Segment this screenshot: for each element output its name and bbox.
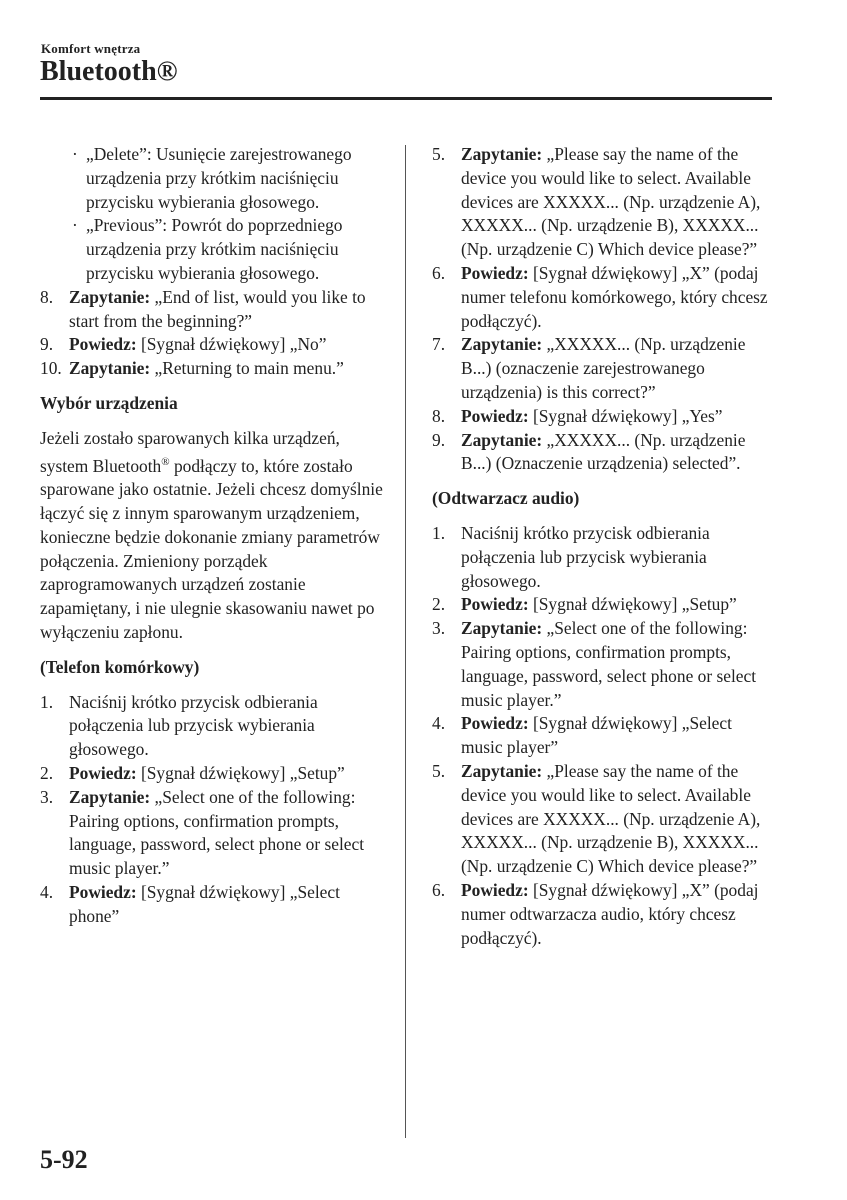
bullet-item [40,143,390,214]
step-body: [Sygnał dźwiękowy] „X” (podaj numer odtwarzacza audio, który chcesz podłączyć). [461,879,759,948]
step-label: Zapytanie: [461,760,543,781]
bullet-text: „Delete”: Usunięcie zarejestrowanego urządzenia przy krótkim naciśnięciu przycisku wybierania głosowego. [86,144,352,212]
step-label: Powiedz: [461,594,529,615]
step-text [461,143,777,262]
bullet-dot: · [72,144,78,164]
step-number: 1. [432,522,446,543]
step-number: 8. [432,405,446,426]
step-number: 4. [40,881,54,902]
step-body: [Sygnał dźwiękowy] „X” (podaj numer telefonu komórkowego, który chcesz podłączyć). [461,262,768,331]
step-label: Zapytanie: [69,786,151,807]
step-label: Powiedz: [461,879,529,900]
step-body: „XXXXX... (Np. urządzenie B...) (Oznaczenie urządzenia) selected”. [461,429,746,474]
step-label: Zapytanie: [461,144,543,164]
list-item [432,429,777,477]
right-column [432,143,777,950]
list-item [40,286,390,334]
subheading-phone: (Telefon komórkowy) [40,656,200,677]
step-number: 5. [432,760,446,781]
step-text [461,333,777,404]
step-text [461,522,777,593]
step-text [69,357,390,381]
step-number: 4. [432,713,446,734]
list-item [432,879,777,950]
step-label: Powiedz: [461,262,529,283]
list-item [432,262,777,333]
step-label: Powiedz: [461,405,529,426]
step-text [69,691,390,762]
step-text [461,760,777,879]
step-number: 9. [40,334,54,355]
step-body: [Sygnał dźwiękowy] „No” [136,334,327,355]
step-number: 6. [432,262,446,283]
step-body: [Sygnał dźwiękowy] „Yes” [528,405,723,426]
list-item [40,691,390,762]
step-body: „End of list, would you like to start from the beginning?” [69,286,366,331]
paragraph-end: podłączy to, które zostało sparowane jako ostatnie. Jeżeli chcesz domyślnie łączyć się z innym sparowanym urządzeniem, konieczne będzie dokonanie zmiany parametrów połączenia. Zmieniony porządek zaprogramowanych urządzeń zostanie zapamiętany, i nie ulegnie skasowaniu nawet po wyłączeniu zapłonu. [40,455,383,642]
step-text [461,262,777,333]
step-number: 2. [432,594,446,615]
step-text [69,762,390,786]
step-label: Zapytanie: [69,358,151,379]
step-text [69,286,390,334]
step-text [69,333,390,357]
bullet-text: „Previous”: Powrót do poprzedniego urządzenia przy krótkim naciśnięciu przycisku wybierania głosowego. [86,215,343,283]
list-item [40,881,390,929]
list-item [432,593,777,617]
step-number: 8. [40,286,54,307]
step-number: 5. [432,144,446,164]
step-label: Powiedz: [69,762,137,783]
list-item [40,333,390,357]
step-text [69,786,390,881]
step-number: 9. [432,429,446,450]
registered-mark: ® [161,455,170,468]
list-item [432,617,777,712]
step-label: Zapytanie: [461,334,543,355]
step-body: Naciśnij krótko przycisk odbierania połączenia lub przycisk wybierania głosowego. [69,691,318,760]
header-rule [40,97,772,100]
step-text [461,617,777,712]
step-body: Naciśnij krótko przycisk odbierania połączenia lub przycisk wybierania głosowego. [461,522,710,591]
step-number: 3. [432,618,446,639]
list-item [432,760,777,879]
step-text [461,405,777,429]
section-heading: Wybór urządzenia [40,392,178,413]
bullet-item [40,214,390,285]
step-number: 2. [40,762,54,783]
page-title: Bluetooth® [40,56,178,87]
list-item [432,712,777,760]
step-body: „Please say the name of the device you would like to select. Available devices are XXXXX... (Np. urządzenie A), XXXXX... (Np. urządzenie B), XXXXX... (Np. urządzenie C) Which device please?” [461,760,761,877]
step-label: Powiedz: [461,713,529,734]
step-label: Zapytanie: [69,286,151,307]
step-body: „XXXXX... (Np. urządzenie B...) (oznaczenie zarejestrowanego urządzenia) is this correct?” [461,334,746,402]
step-body: „Select one of the following: Pairing options, confirmation prompts, language, password, select phone or select music player.” [461,618,757,710]
step-label: Zapytanie: [461,618,543,639]
step-label: Powiedz: [69,881,137,902]
step-number: 1. [40,691,54,712]
step-label: Powiedz: [69,334,137,355]
subheading-audio: (Odtwarzacz audio) [432,488,580,509]
page-number: 5-92 [40,1145,88,1174]
paragraph-start: Jeżeli zostało sparowanych kilka urządzeń, system Bluetooth [40,427,340,476]
step-text [461,879,777,950]
step-number: 6. [432,879,446,900]
step-body: „Select one of the following: Pairing options, confirmation prompts, language, password, select phone or select music player.” [69,786,365,879]
list-item [432,143,777,262]
body-paragraph [40,427,390,645]
bullet-dot: · [72,215,78,236]
list-item [432,522,777,593]
list-item [432,405,777,429]
step-body: [Sygnał dźwiękowy] „Setup” [528,594,737,615]
step-body: [Sygnał dźwiękowy] „Setup” [136,762,345,783]
column-divider [405,145,406,1138]
step-body: „Returning to main menu.” [150,358,344,379]
list-item [40,762,390,786]
section-label: Komfort wnętrza [41,41,141,56]
step-text [69,881,390,929]
list-item [40,357,390,381]
list-item [432,333,777,404]
left-column [40,143,390,929]
step-number: 3. [40,786,54,807]
step-text [461,712,777,760]
step-body: [Sygnał dźwiękowy] „Select music player” [461,713,732,758]
step-label: Zapytanie: [461,429,543,450]
step-body: „Please say the name of the device you would like to select. Available devices are XXXXX... (Np. urządzenie A), XXXXX... (Np. urządzenie B), XXXXX... (Np. urządzenie C) Which device please?” [461,144,761,260]
step-text [461,593,777,617]
step-text [461,429,777,477]
step-number: 7. [432,334,446,355]
step-body: [Sygnał dźwiękowy] „Select phone” [69,881,340,926]
step-number: 10. [40,358,62,379]
list-item [40,786,390,881]
